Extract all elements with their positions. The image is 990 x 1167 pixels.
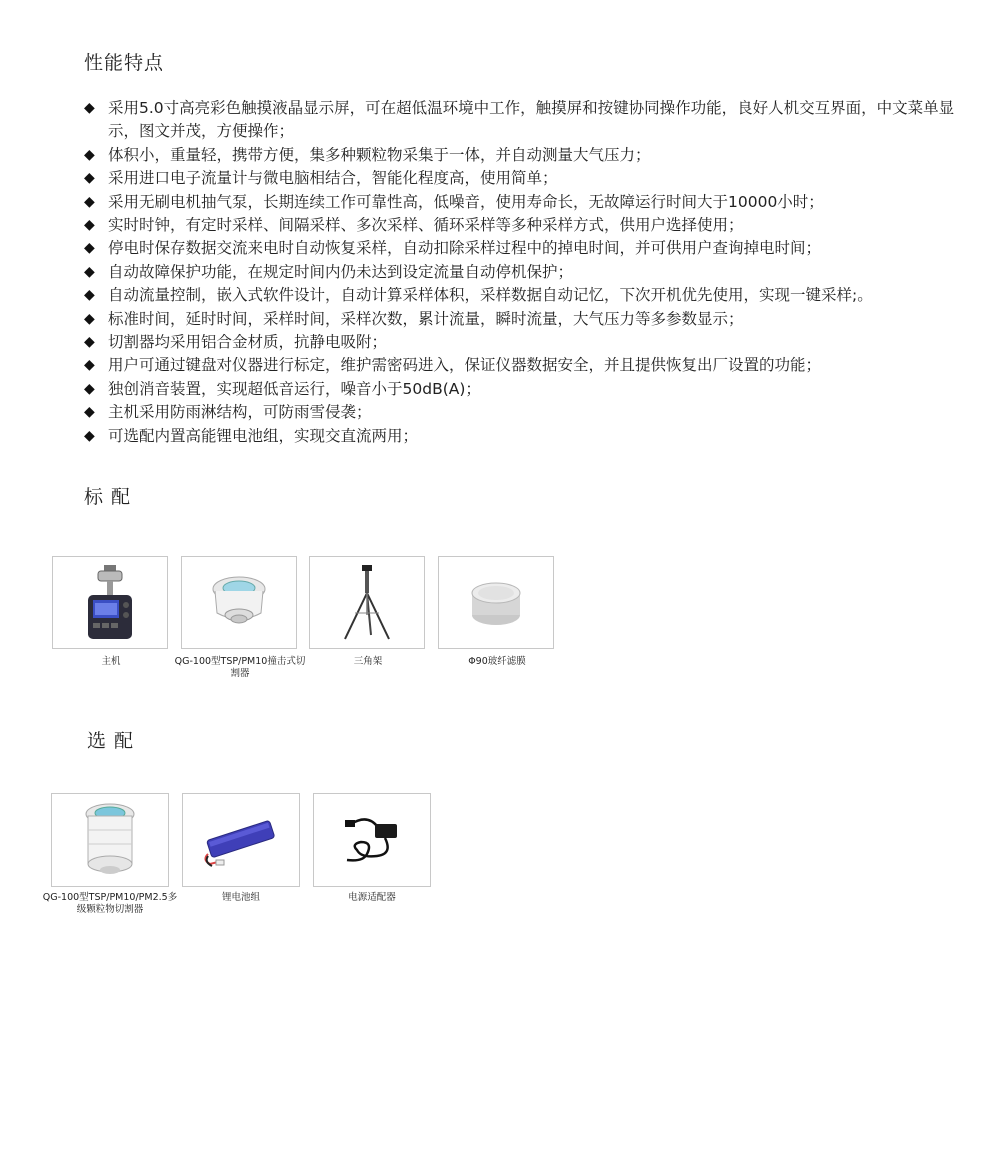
product-caption: QG-100型TSP/PM10撞击式切割器 (174, 656, 306, 679)
list-item: ◆ 停电时保存数据交流来电时自动恢复采样，自动扣除采样过程中的掉电时间，并可供用户查询掉电时间； (84, 237, 964, 260)
list-item: ◆ 自动故障保护功能，在规定时间内仍未达到设定流量自动停机保护； (84, 261, 964, 284)
optional-heading: 选 配 (87, 730, 135, 752)
product-thumbnail (438, 556, 554, 649)
diamond-bullet-icon: ◆ (84, 263, 95, 280)
product-caption: QG-100型TSP/PM10/PM2.5多级颗粒物切割器 (42, 892, 178, 915)
list-item: ◆ 主机采用防雨淋结构，可防雨雪侵袭； (84, 401, 964, 424)
diamond-bullet-icon: ◆ (84, 146, 95, 163)
tripod-icon (337, 563, 397, 643)
list-item: ◆ 自动流量控制，嵌入式软件设计，自动计算采样体积，采样数据自动记忆，下次开机优先使用，实现一键采样;。 (84, 284, 964, 307)
product-thumbnail (181, 556, 297, 649)
diamond-bullet-icon: ◆ (84, 287, 95, 304)
product-thumbnail (182, 793, 300, 887)
list-item: ◆ 采用进口电子流量计与微电脑相结合，智能化程度高，使用简单； (84, 167, 964, 190)
product-caption: 锂电池组 (221, 892, 260, 903)
power-adapter-icon (337, 810, 407, 870)
diamond-bullet-icon: ◆ (84, 357, 95, 374)
multistage-cutter-icon (82, 800, 138, 880)
product-caption: 主机 (101, 656, 121, 667)
diamond-bullet-icon: ◆ (84, 217, 95, 234)
list-item: ◆ 体积小，重量轻，携带方便，集多种颗粒物采集于一体，并自动测量大气压力； (84, 144, 964, 167)
features-heading: 性能特点 (84, 52, 165, 74)
list-item: ◆ 独创消音装置，实现超低音运行，噪音小于50dB(A)； (84, 378, 964, 401)
sampler-host-icon (80, 563, 140, 643)
filter-membrane-icon (466, 575, 526, 631)
list-item: ◆ 采用5.0寸高亮彩色触摸液晶显示屏，可在超低温环境中工作，触摸屏和按键协同操作功能，良好人机交互界面，中文菜单显示，图文并茂，方便操作； (84, 99, 955, 141)
list-item: ◆ 采用无刷电机抽气泵，长期连续工作可靠性高，低噪音，使用寿命长，无故障运行时间大于10000小时； (84, 191, 964, 214)
feature-list (84, 97, 964, 448)
list-item: ◆ 用户可通过键盘对仪器进行标定，维护需密码进入，保证仪器数据安全，并且提供恢复出厂设置的功能； (84, 354, 964, 377)
list-item: ◆ 切割器均采用铝合金材质，抗静电吸附； (84, 331, 964, 354)
diamond-bullet-icon: ◆ (84, 404, 95, 421)
lithium-battery-icon (196, 810, 286, 870)
diamond-bullet-icon: ◆ (84, 334, 95, 351)
impactor-cutter-icon (207, 573, 271, 633)
diamond-bullet-icon: ◆ (84, 240, 95, 257)
diamond-bullet-icon: ◆ (84, 193, 95, 210)
product-thumbnail (51, 793, 169, 887)
diamond-bullet-icon: ◆ (84, 100, 95, 116)
diamond-bullet-icon: ◆ (84, 380, 95, 397)
diamond-bullet-icon: ◆ (84, 310, 95, 327)
product-thumbnail (313, 793, 431, 887)
list-item: ◆ 标准时间，延时时间，采样时间，采样次数，累计流量，瞬时流量，大气压力等多参数显示； (84, 308, 964, 331)
standard-heading: 标 配 (84, 486, 132, 508)
product-thumbnail (52, 556, 168, 649)
product-caption: 三角架 (353, 656, 383, 667)
product-thumbnail (309, 556, 425, 649)
list-item: ◆ 可选配内置高能锂电池组，实现交直流两用； (84, 425, 964, 448)
product-caption: 电源适配器 (348, 892, 396, 903)
list-item: ◆ 实时时钟，有定时采样、间隔采样、多次采样、循环采样等多种采样方式，供用户选择使用； (84, 214, 964, 237)
diamond-bullet-icon: ◆ (84, 170, 95, 187)
diamond-bullet-icon: ◆ (84, 427, 95, 444)
product-caption: Φ90玻纤滤膜 (468, 656, 526, 667)
